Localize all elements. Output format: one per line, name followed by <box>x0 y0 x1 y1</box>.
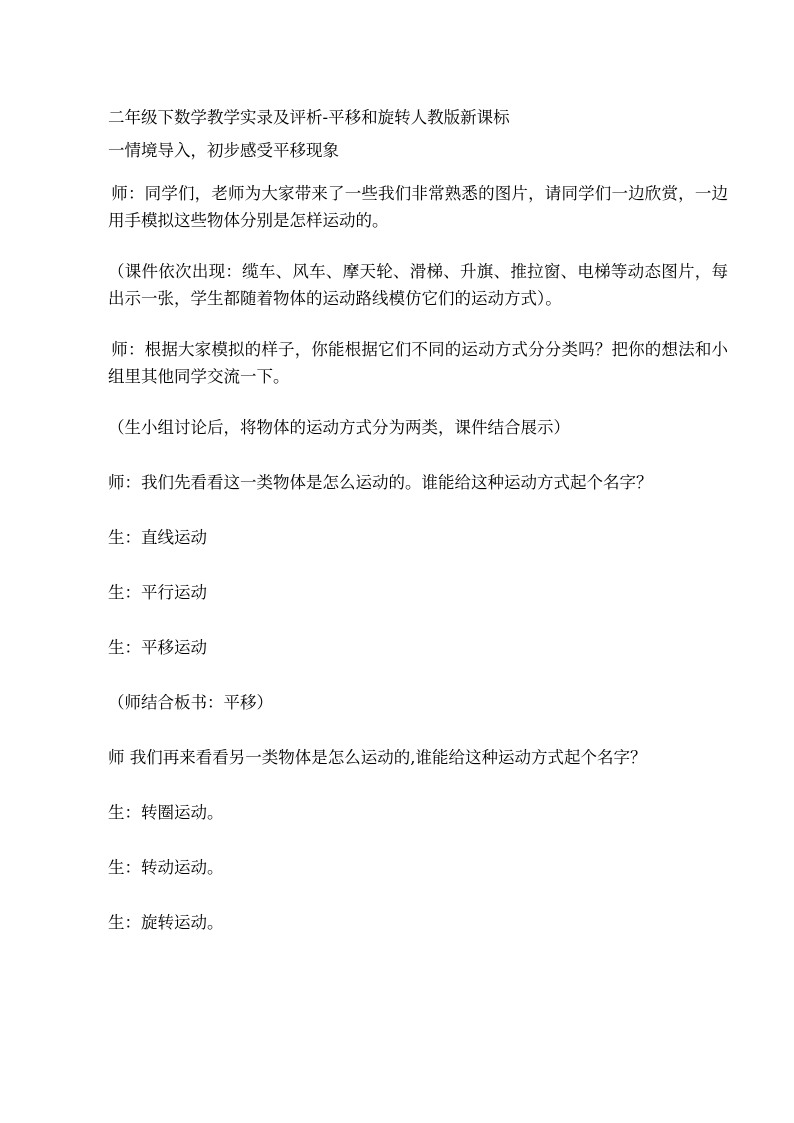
dialogue-line: 生：平移运动 <box>108 638 207 657</box>
paragraph: （生小组讨论后，将物体的运动方式分为两类，课件结合展示） <box>108 418 570 437</box>
dialogue-line: 生：直线运动 <box>108 528 207 547</box>
section-heading: 一情境导入，初步感受平移现象 <box>108 141 339 160</box>
dialogue-line: 生：转动运动。 <box>108 858 224 877</box>
paragraph: 师：根据大家模拟的样子，你能根据它们不同的运动方式分分类吗？把你的想法和小组里其他同学交流一下。 <box>108 340 728 386</box>
dialogue-line: 生：转圈运动。 <box>108 803 224 822</box>
paragraph: 师：同学们，老师为大家带来了一些我们非常熟悉的图片，请同学们一边欣赏，一边用手模拟这些物体分别是怎样运动的。 <box>108 184 728 230</box>
paragraph: （师结合板书：平移） <box>108 693 273 712</box>
paragraph: 师 我们再来看看另一类物体是怎么运动的,谁能给这种运动方式起个名字？ <box>108 748 647 767</box>
paragraph: （课件依次出现：缆车、风车、摩天轮、滑梯、升旗、推拉窗、电梯等动态图片，每出示一张，学生都随着物体的运动路线模仿它们的运动方式）。 <box>108 262 728 308</box>
dialogue-line: 生：旋转运动。 <box>108 913 224 932</box>
paragraph: 师：我们先看看这一类物体是怎么运动的。谁能给这种运动方式起个名字？ <box>108 473 653 492</box>
dialogue-line: 生：平行运动 <box>108 583 207 602</box>
document-body <box>108 104 728 964</box>
document-title: 二年级下数学教学实录及评析-平移和旋转人教版新课标 <box>108 108 510 127</box>
